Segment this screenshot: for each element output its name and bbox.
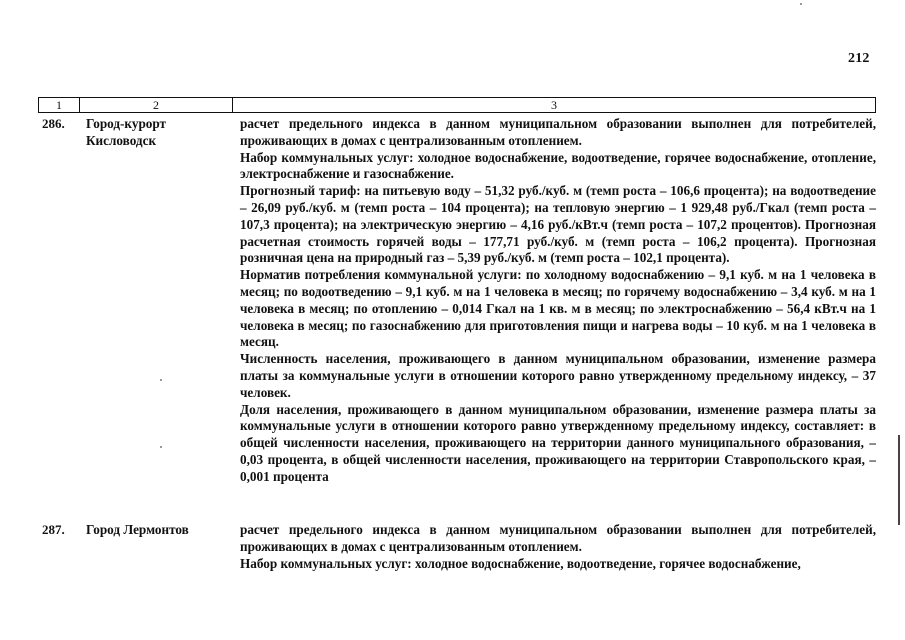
paragraph: Набор коммунальных услуг: холодное водоснабжение, водоотведение, горячее водоснабжение, — [240, 555, 801, 571]
scan-speck — [800, 3, 802, 5]
paragraph: Численность населения, проживающего в данном муниципальном образовании, изменение размера платы за коммунальные услуги в отношении которого равно утвержденному предельному индексу, – 37 человек. — [240, 351, 876, 400]
scan-speck — [160, 446, 162, 448]
scan-edge-mark — [898, 435, 900, 525]
header-col-1: 1 — [39, 98, 80, 113]
entry-body — [240, 522, 876, 572]
entry-municipality-name: Город Лермонтов — [86, 522, 189, 537]
paragraph: расчет предельного индекса в данном муниципальном образовании выполнен для потребителей, проживающих в домах с централизованным отоплением. — [240, 522, 876, 554]
header-col-2: 2 — [80, 98, 233, 113]
paragraph: расчет предельного индекса в данном муниципальном образовании выполнен для потребителей, проживающих в домах с централизованным отоплением. — [240, 116, 876, 148]
paragraph: Норматив потребления коммунальной услуги: по холодному водоснабжению – 9,1 куб. м на 1 человека в месяц; по водоотведению – 9,1 куб. м на 1 человека в месяц; по горячему водоснабжению – 3,4 куб. м на 1 человека в месяц; по отоплению – 0,014 Гкал на 1 кв. м в месяц; по электроснабжению – 56,4 кВт.ч на 1 человека в месяц; по газоснабжению для приготовления пищи и нагрева воды – 10 куб. м на 1 человека в месяц. — [240, 267, 876, 350]
entry-number: 286. — [42, 116, 65, 131]
paragraph: Прогнозный тариф: на питьевую воду – 51,32 руб./куб. м (темп роста – 106,6 процента); на водоотведение – 26,09 руб./куб. м (темп роста – 104 процента); на тепловую энергию – 1 929,48 руб./Гкал (темп роста – 107,3 процента); на электрическую энергию – 4,16 руб./кВт.ч (темп роста – 107,2 процентов). Прогнозная расчетная стоимость горячей воды – 177,71 руб./куб. м (темп роста – 106,2 процента). Прогнозная розничная цена на природный газ – 5,39 руб./куб. м (темп роста – 102,1 процента). — [240, 183, 876, 266]
table-header — [38, 97, 876, 113]
paragraph: Доля населения, проживающего в данном муниципальном образовании, изменение размера платы за коммунальные услуги в отношении которого равно утвержденному предельному индексу, составляет: в общей численности населения, проживающего на территории данного муниципального образования, – 0,03 процента, в общей численности населения, проживающего на территории Ставропольского края, – 0,001 процента — [240, 401, 876, 484]
scan-speck — [160, 379, 162, 381]
header-col-3: 3 — [233, 98, 876, 113]
entry-number: 287. — [42, 522, 65, 537]
paragraph: Набор коммунальных услуг: холодное водоснабжение, водоотведение, горячее водоснабжение, отопление, электроснабжение и газоснабжение. — [240, 149, 876, 182]
page-number: 212 — [848, 51, 870, 66]
entry-body — [240, 116, 876, 486]
entry-municipality-name: Город-курорт Кисловодск — [86, 116, 167, 148]
